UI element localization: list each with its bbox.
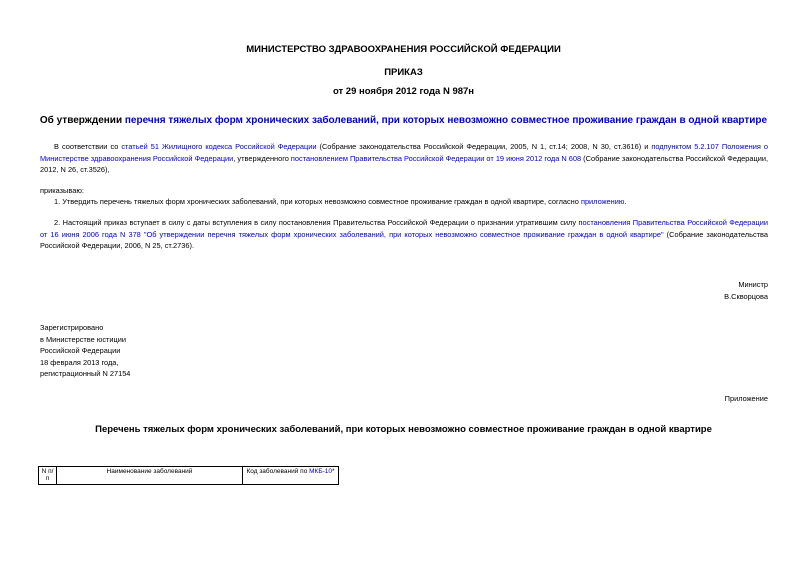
registration-line: регистрационный N 27154: [40, 369, 131, 378]
order-title: [0, 115, 807, 126]
diseases-table: [38, 466, 339, 485]
signature-name: В.Скворцова: [724, 291, 768, 301]
list-title: Перечень тяжелых форм хронических заболеваний, при которых невозможно совместное проживание граждан в одной квартире: [95, 424, 712, 435]
order-date: от 29 ноября 2012 года N 987н: [332, 86, 475, 97]
column-header-disease-name: Наименование заболеваний: [57, 467, 243, 485]
preamble-text-3: , утвержденного: [233, 153, 291, 163]
preamble-text-4: (Собрание законодательства Российской Федерации, 2012, N 26, ст.3526),: [40, 153, 769, 174]
regulation-subparagraph-link[interactable]: подпунктом 5.2.107 Положения о Министерстве здравоохранения Российской Федерации: [40, 142, 768, 163]
item-2-end: (Собрание законодательства Российской Федерации, 2006, N 25, ст.2736).: [40, 229, 768, 250]
signature-block: [724, 279, 768, 302]
code-header-asterisk: *: [332, 468, 335, 475]
item-1-text: 1. Утвердить перечень тяжелых форм хронических заболеваний, при которых невозможно совместное проживание граждан в одной квартире, согласно: [54, 197, 581, 206]
appendix-label: Приложение: [724, 394, 768, 403]
old-resolution-link[interactable]: постановления Правительства Российской Федерации от 16 июня 2006 года N 378 "Об утверждении перечня тяжелых форм хронических заболеваний, при которых невозможно совместное проживание граждан в одной квартире": [40, 218, 768, 239]
registration-line: в Министерстве юстиции: [40, 334, 127, 344]
preamble-paragraph: [40, 141, 768, 176]
item-2-paragraph: [40, 217, 768, 252]
item-1-end: .: [624, 197, 627, 206]
ministry-heading: МИНИСТЕРСТВО ЗДРАВООХРАНЕНИЯ РОССИЙСКОЙ ФЕДЕРАЦИИ: [246, 44, 561, 55]
appendix-link[interactable]: приложению: [580, 197, 625, 206]
registration-block: [40, 322, 130, 380]
registration-line: 18 февраля 2013 года,: [40, 357, 119, 367]
column-header-code: [243, 467, 339, 485]
table-header-row: [39, 467, 339, 485]
item-2-text: 2. Настоящий приказ вступает в силу с даты вступления в силу постановления Правительства Российской Федерации о признании утратившим силу: [54, 218, 579, 227]
government-resolution-link[interactable]: постановлением Правительства Российской Федерации от 19 июня 2012 года N 608: [290, 153, 582, 163]
registration-line: Зарегистрировано: [40, 323, 104, 332]
code-header-text: Код заболеваний по: [246, 468, 310, 475]
order-heading: ПРИКАЗ: [384, 67, 423, 78]
housing-code-link[interactable]: статьей 51 Жилищного кодекса Российской Федерации: [121, 142, 317, 151]
title-link[interactable]: перечня тяжелых форм хронических заболеваний, при которых невозможно совместное проживание граждан в одной квартире: [124, 115, 768, 126]
icd10-link[interactable]: МКБ-10: [309, 468, 332, 475]
item-1-paragraph: [40, 196, 768, 208]
order-word: приказываю:: [40, 186, 84, 195]
registration-line: Российской Федерации: [40, 346, 121, 355]
column-header-number: N п/п: [39, 467, 57, 485]
signature-position: Министр: [738, 280, 768, 289]
preamble-text-1: В соответствии со: [54, 142, 122, 151]
title-prefix: Об утверждении: [39, 115, 125, 126]
preamble-text-2: (Собрание законодательства Российской Федерации, 2005, N 1, ст.14; 2008, N 30, ст.3616) и: [316, 142, 652, 151]
